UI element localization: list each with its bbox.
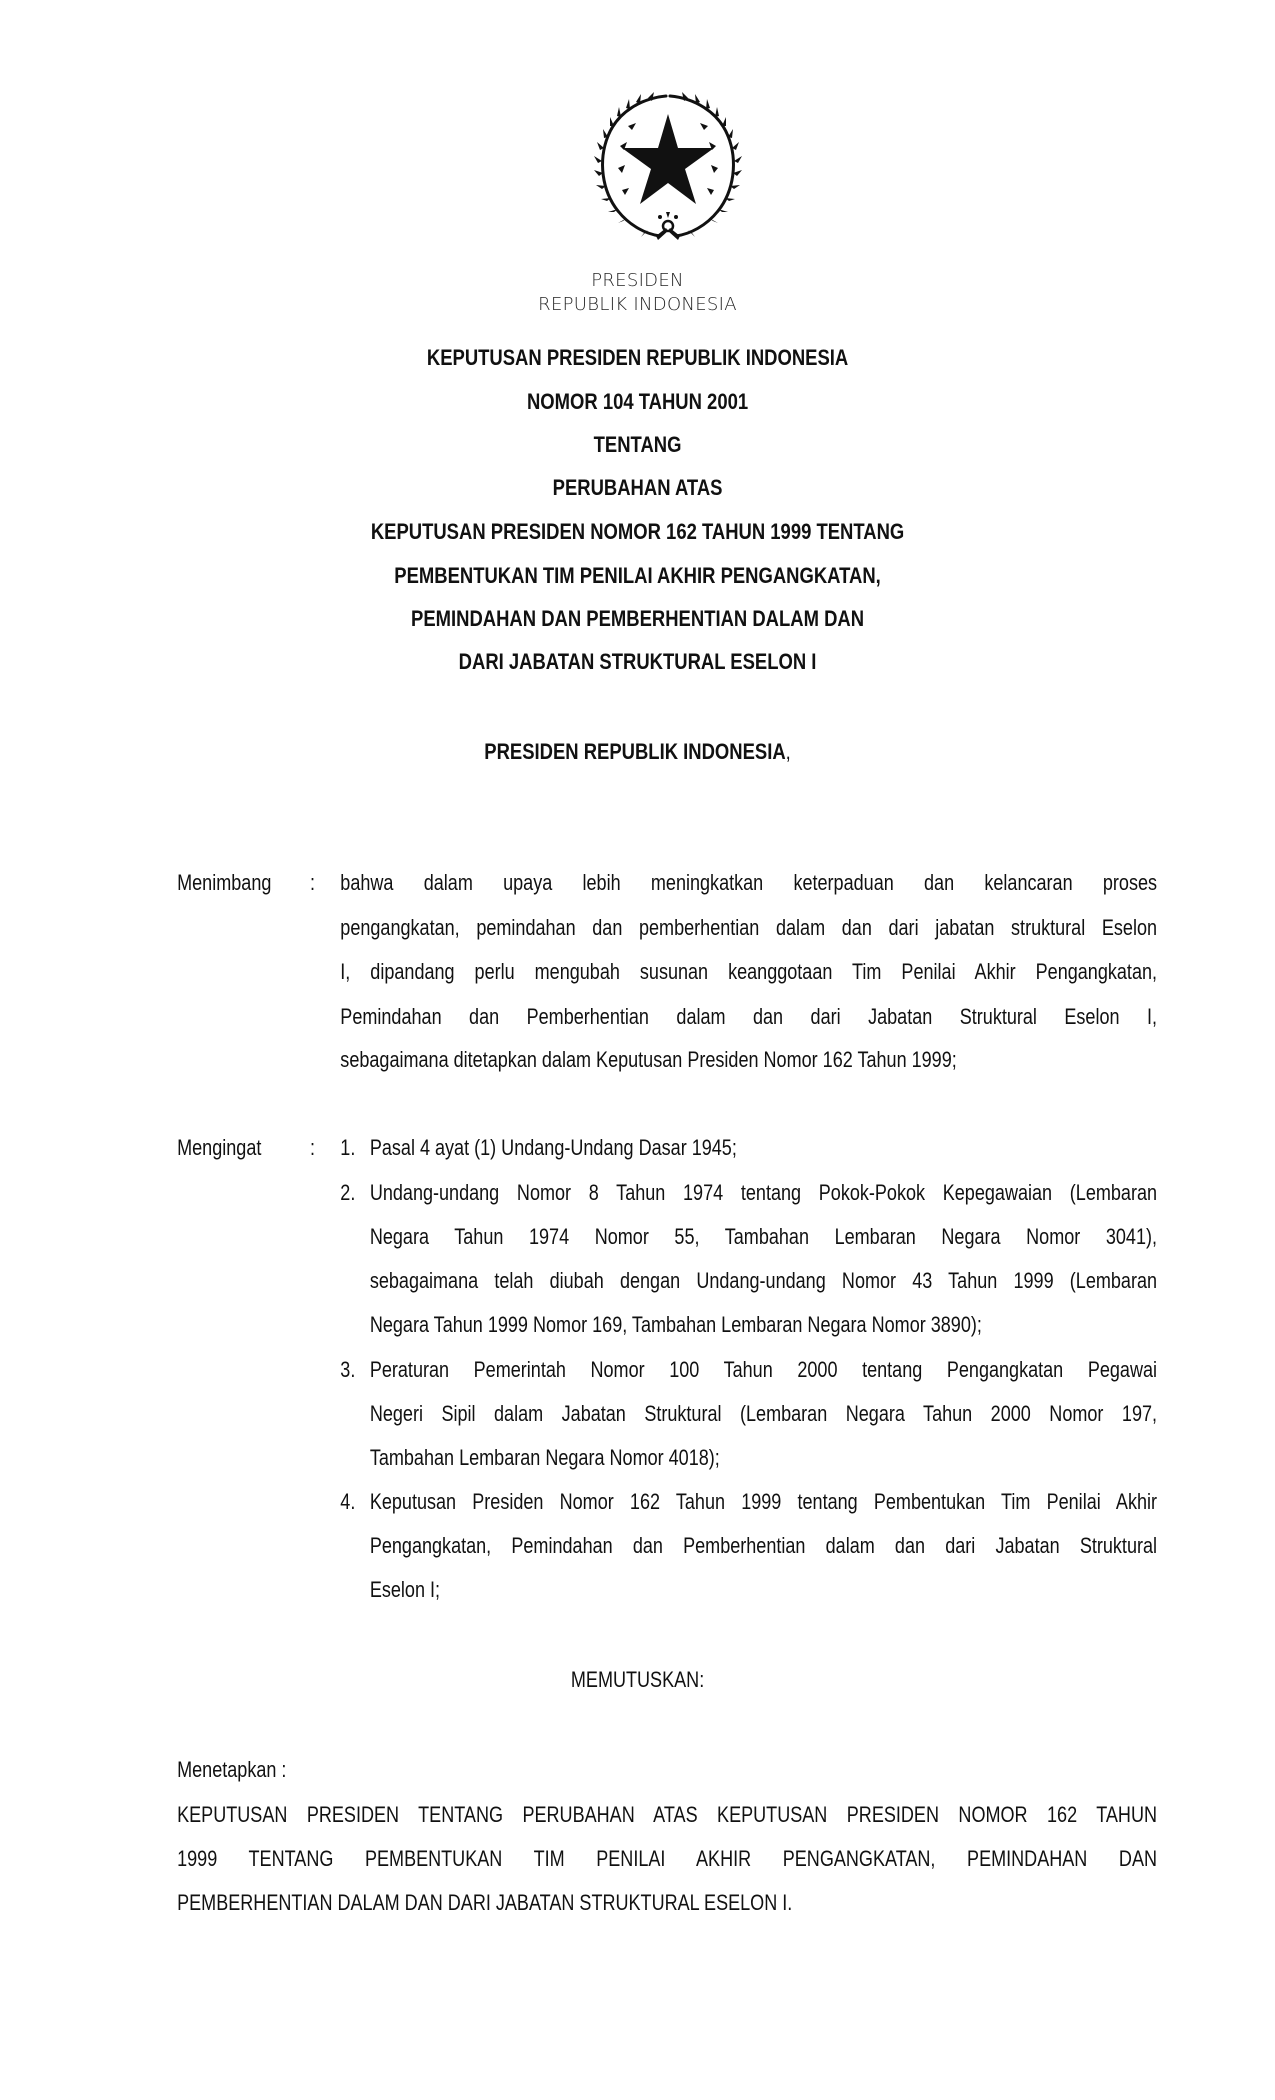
issuer-punct: ,: [785, 739, 791, 764]
mengingat-item-line: Pasal 4 ayat (1) Undang-Undang Dasar 1945;: [369, 1135, 737, 1160]
memutuskan-heading: MEMUTUSKAN:: [570, 1667, 705, 1692]
menimbang-label: Menimbang: [177, 870, 272, 895]
menimbang-line: Pemindahan dan Pemberhentian dalam dan dari Jabatan Struktural Eselon I,: [340, 1004, 1158, 1029]
mengingat-item-line: Tambahan Lembaran Negara Nomor 4018);: [369, 1445, 720, 1470]
mengingat-label: Mengingat: [177, 1135, 262, 1160]
title-line: KEPUTUSAN PRESIDEN NOMOR 162 TAHUN 1999 TENTANG: [370, 519, 905, 544]
menetapkan-line: PEMBERHENTIAN DALAM DAN DARI JABATAN STRUKTURAL ESELON I.: [177, 1890, 793, 1915]
mengingat-item-line: sebagaimana telah diubah dengan Undang-undang Nomor 43 Tahun 1999 (Lembaran: [369, 1268, 1158, 1293]
mengingat-item-line: Peraturan Pemerintah Nomor 100 Tahun 2000 tentang Pengangkatan Pegawai: [369, 1357, 1158, 1382]
mengingat-item-number: 2.: [340, 1180, 356, 1205]
mengingat-item-line: Keputusan Presiden Nomor 162 Tahun 1999 tentang Pembentukan Tim Penilai Akhir: [369, 1489, 1158, 1514]
title-line: PEMBENTUKAN TIM PENILAI AKHIR PENGANGKATAN,: [394, 563, 881, 588]
title-line: DARI JABATAN STRUKTURAL ESELON I: [458, 649, 817, 674]
title-line: KEPUTUSAN PRESIDEN REPUBLIK INDONESIA: [426, 345, 849, 370]
title-line: NOMOR 104 TAHUN 2001: [526, 389, 749, 414]
mengingat-item-line: Pengangkatan, Pemindahan dan Pemberhentian dalam dan dari Jabatan Struktural: [369, 1533, 1158, 1558]
issuer-text: PRESIDEN REPUBLIK INDONESIA: [484, 739, 786, 764]
mengingat-item-number: 1.: [340, 1135, 356, 1160]
mengingat-item-number: 4.: [340, 1489, 356, 1514]
mengingat-item-line: Negara Tahun 1999 Nomor 169, Tambahan Lembaran Negara Nomor 3890);: [369, 1312, 982, 1337]
mengingat-item-line: Negara Tahun 1974 Nomor 55, Tambahan Lembaran Negara Nomor 3041),: [369, 1224, 1158, 1249]
letterhead-line-republic: REPUBLIK INDONESIA: [538, 294, 737, 315]
mengingat-colon: :: [309, 1135, 315, 1160]
title-line: PERUBAHAN ATAS: [552, 475, 723, 500]
menimbang-line: sebagaimana ditetapkan dalam Keputusan Presiden Nomor 162 Tahun 1999;: [340, 1047, 957, 1072]
title-line: TENTANG: [593, 432, 682, 457]
mengingat-item-line: Eselon I;: [369, 1577, 441, 1602]
mengingat-item-line: Undang-undang Nomor 8 Tahun 1974 tentang Pokok-Pokok Kepegawaian (Lembaran: [369, 1180, 1158, 1205]
menimbang-colon: :: [309, 870, 315, 895]
menimbang-line: pengangkatan, pemindahan dan pemberhentian dalam dan dari jabatan struktural Eselon: [340, 915, 1158, 940]
title-line: PEMINDAHAN DAN PEMBERHENTIAN DALAM DAN: [411, 606, 865, 631]
letterhead-line-president: PRESIDEN: [591, 270, 684, 291]
menetapkan-label: Menetapkan :: [177, 1757, 287, 1782]
mengingat-item-line: Negeri Sipil dalam Jabatan Struktural (Lembaran Negara Tahun 2000 Nomor 197,: [369, 1401, 1158, 1426]
menimbang-line: I, dipandang perlu mengubah susunan keanggotaan Tim Penilai Akhir Pengangkatan,: [340, 959, 1158, 984]
menetapkan-line: 1999 TENTANG PEMBENTUKAN TIM PENILAI AKHIR PENGANGKATAN, PEMINDAHAN DAN: [177, 1846, 1158, 1871]
menimbang-line: bahwa dalam upaya lebih meningkatkan keterpaduan dan kelancaran proses: [340, 870, 1158, 895]
menetapkan-line: KEPUTUSAN PRESIDEN TENTANG PERUBAHAN ATAS KEPUTUSAN PRESIDEN NOMOR 162 TAHUN: [177, 1802, 1158, 1827]
mengingat-item-number: 3.: [340, 1357, 356, 1382]
issuer-heading: [0, 739, 1275, 765]
